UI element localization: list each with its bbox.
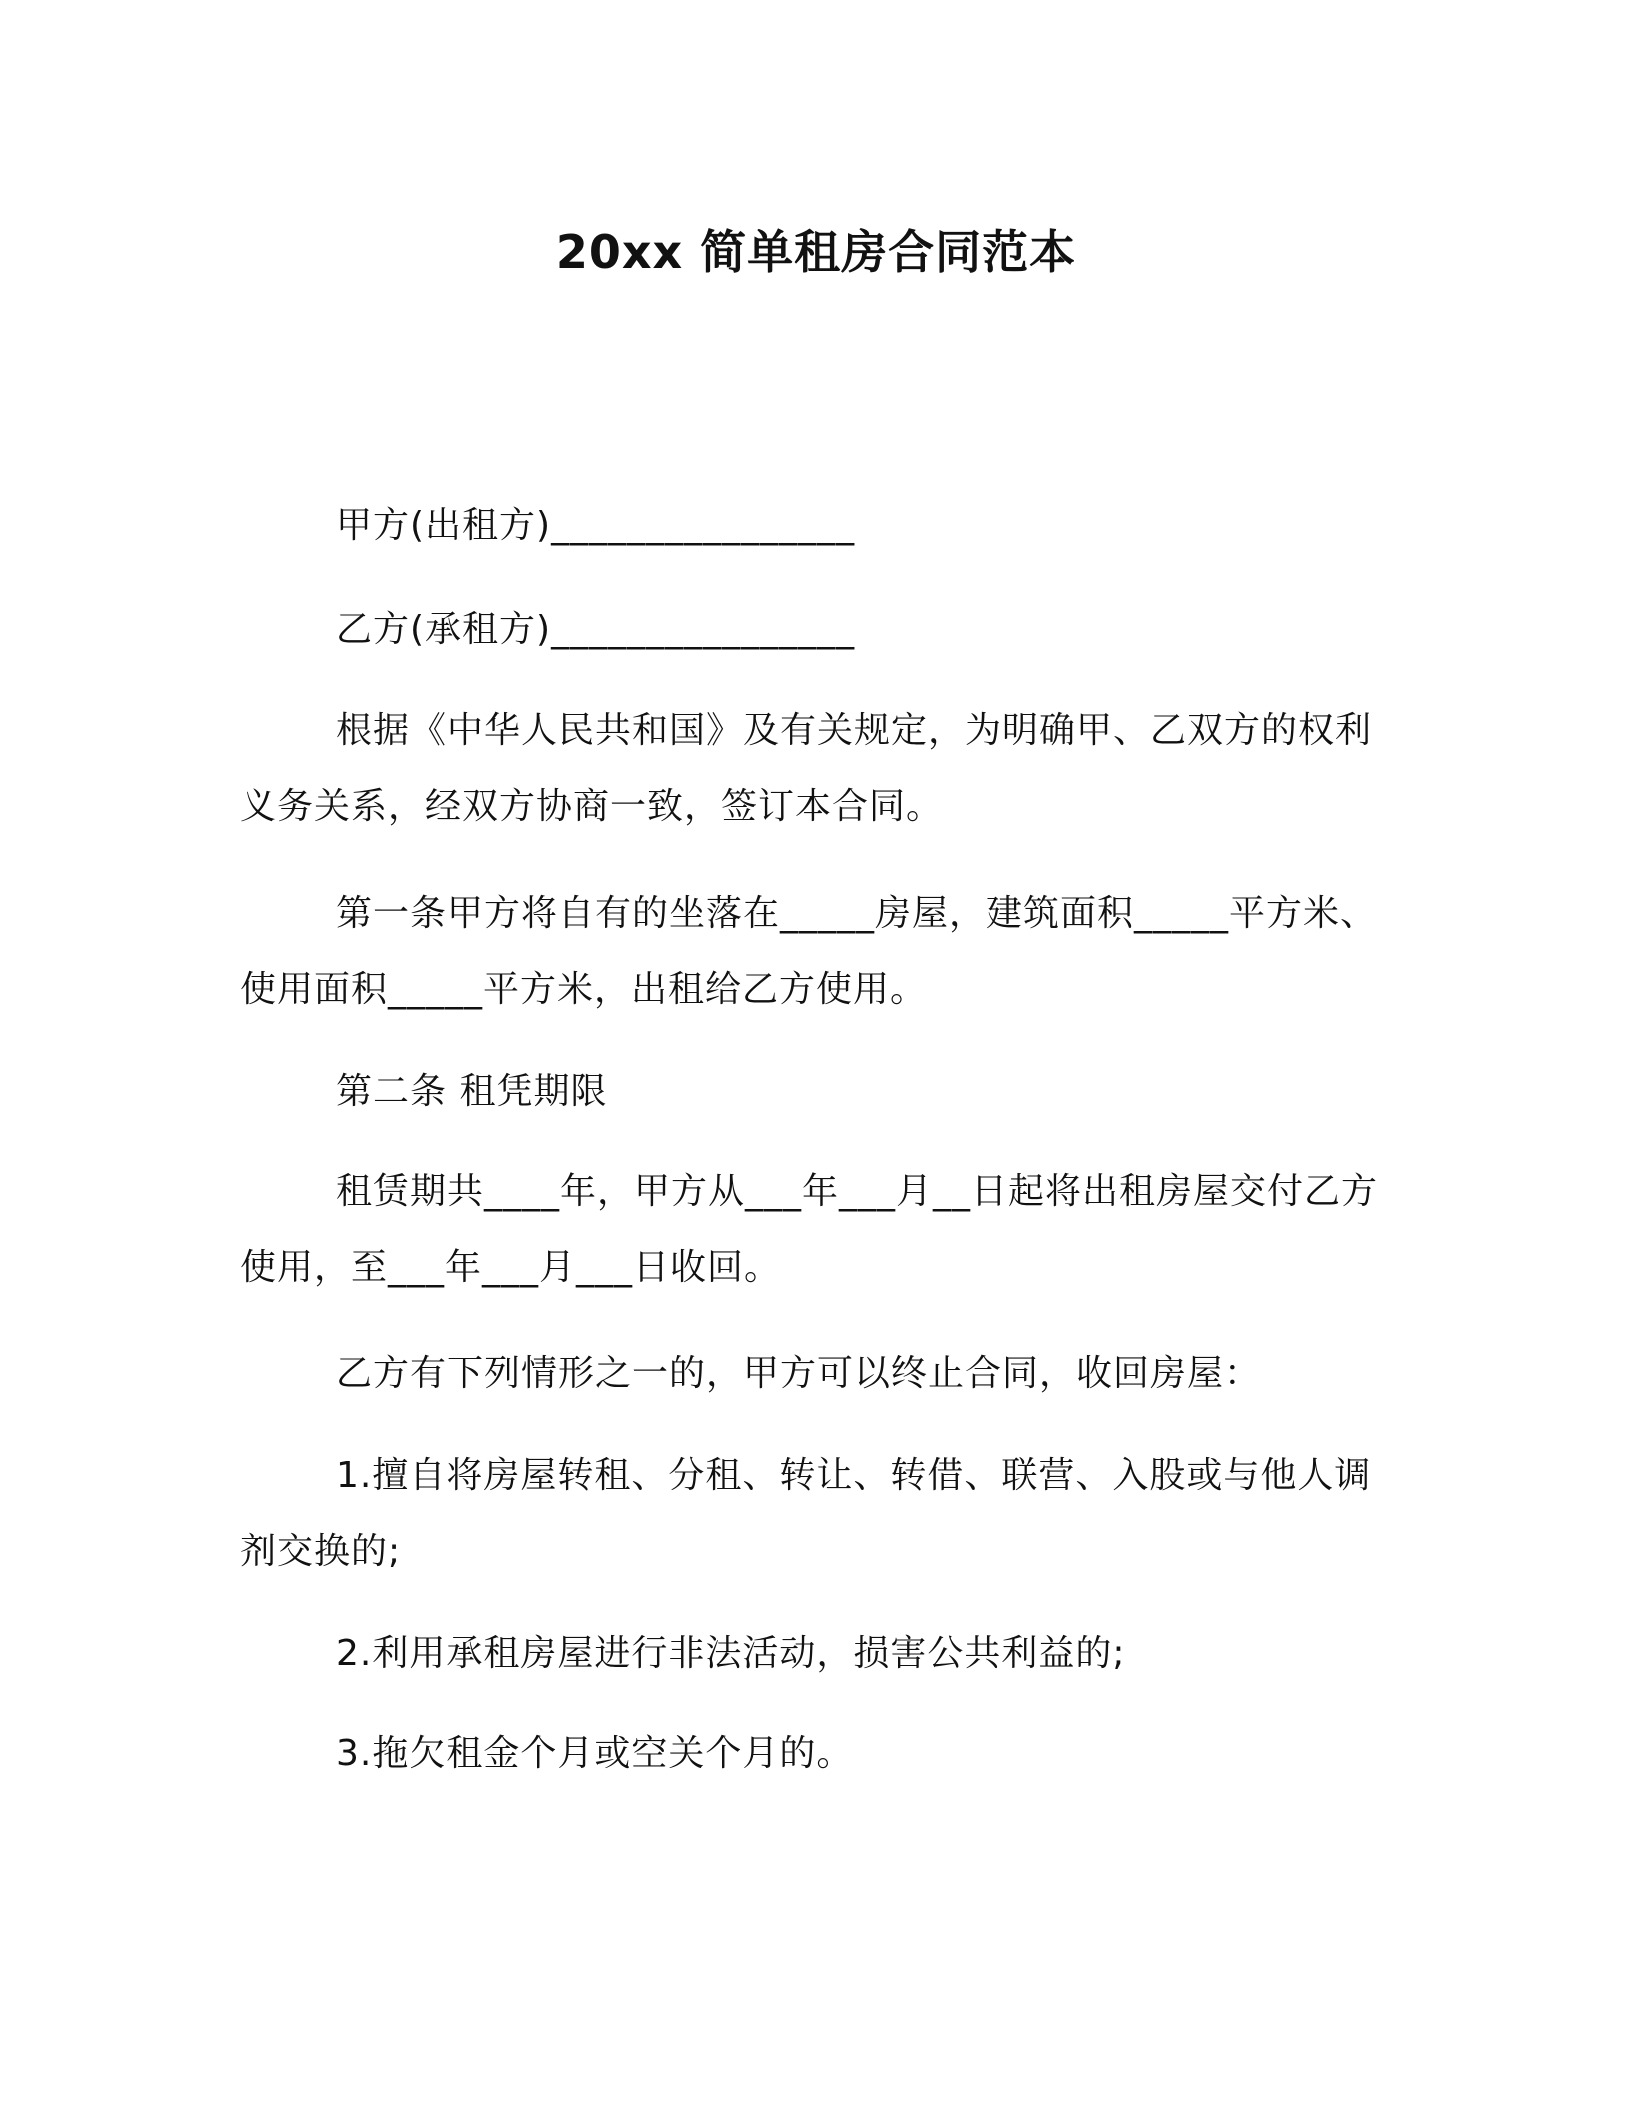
party-b-line: 乙方(承租方)________________	[336, 609, 856, 650]
termination-item-1: 1.擅自将房屋转租、分租、转让、转借、联营、入股或与他人调剂交换的;	[240, 1455, 1372, 1572]
termination-item-2: 2.利用承租房屋进行非法活动，损害公共利益的;	[336, 1633, 1126, 1674]
article-two-heading: 第二条 租凭期限	[336, 1071, 608, 1112]
termination-intro: 乙方有下列情形之一的，甲方可以终止合同，收回房屋：	[336, 1353, 1262, 1394]
preamble-paragraph: 根据《中华人民共和国》及有关规定，为明确甲、乙双方的权利义务关系，经双方协商一致，签订本合同。	[240, 710, 1373, 827]
lease-term-paragraph: 租赁期共____年，甲方从___年___月__日起将出租房屋交付乙方使用，至___年___月___日收回。	[240, 1171, 1379, 1288]
party-a-line: 甲方(出租方)________________	[336, 505, 856, 546]
document-title: 20xx 简单租房合同范本	[555, 225, 1077, 279]
termination-item-3: 3.拖欠租金个月或空关个月的。	[336, 1733, 854, 1774]
article-one-paragraph: 第一条甲方将自有的坐落在_____房屋，建筑面积_____平方米、使用面积_____平方米，出租给乙方使用。	[240, 893, 1378, 1010]
